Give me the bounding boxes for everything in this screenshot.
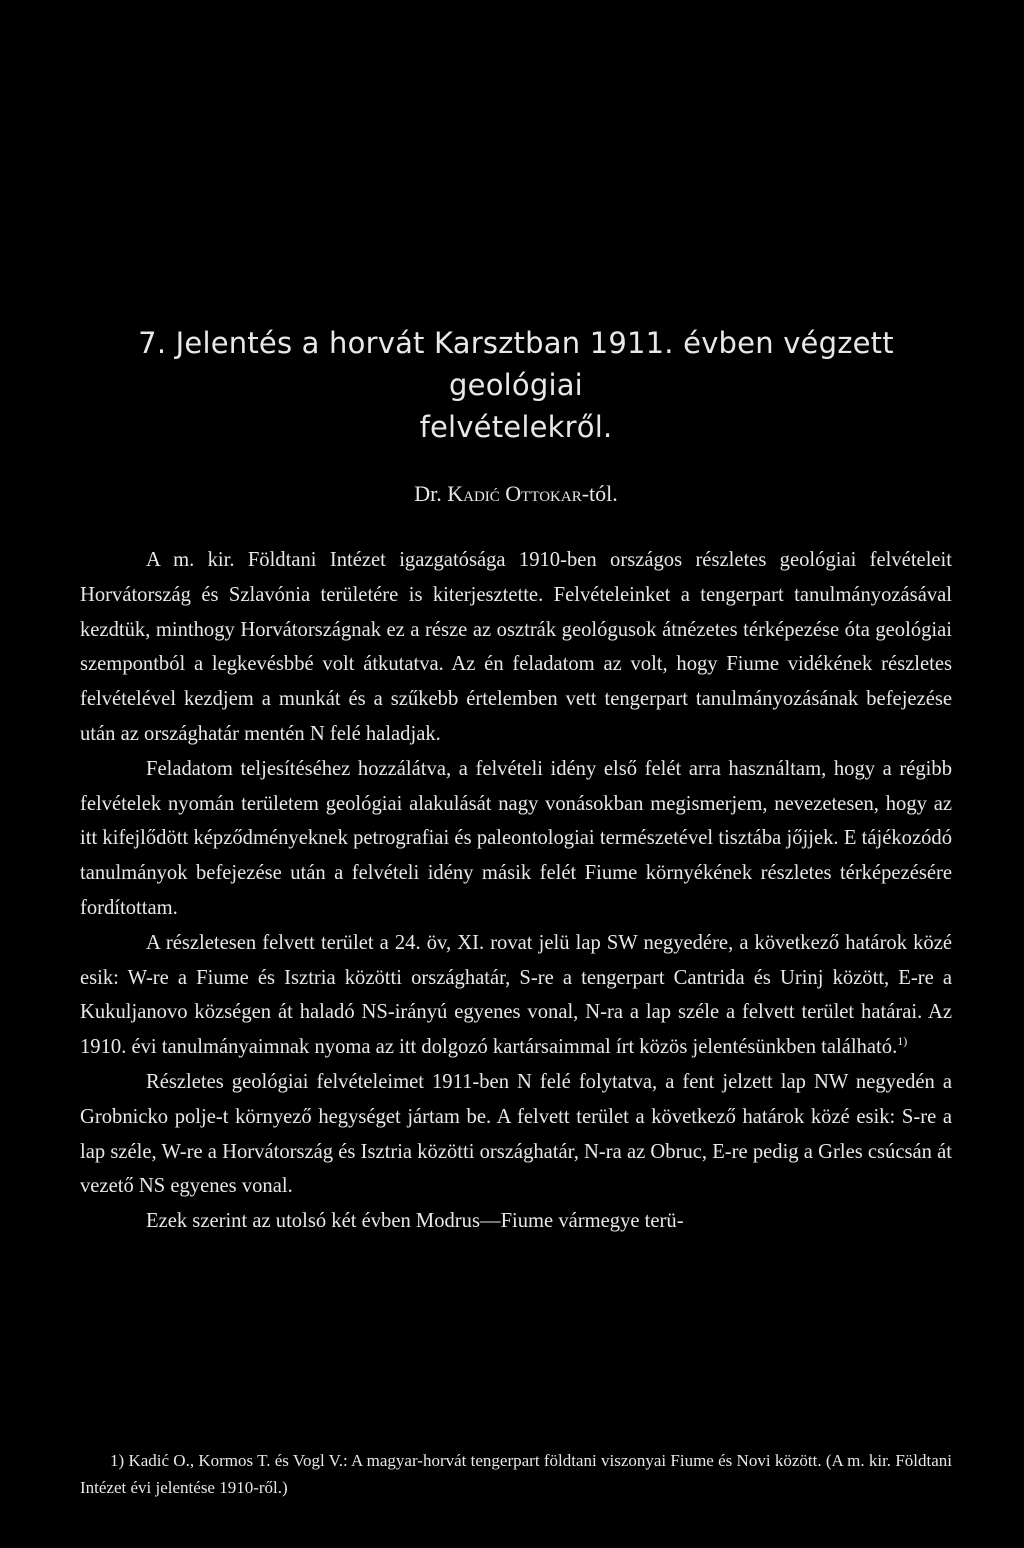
author-line <box>80 479 952 509</box>
author-prefix: Dr. <box>414 481 448 506</box>
paragraph-3-text: A részletesen felvett terület a 24. öv, XI. rovat jelü lap SW negyedére, a következő határok közé esik: W-re a Fiume és Isztria közötti országhatár, S-re a tengerpart Cantrida és Urinj között, E-re a Kukuljanovo községen át haladó NS-irányú egyenes vonal, N-ra a lap széle a felvett terület határai. Az 1910. évi tanulmányaimnak nyoma az itt dolgozó kartársaimmal írt közös jelentésünkben található. <box>80 931 952 1059</box>
document-page <box>80 322 952 1239</box>
paragraph-1: A m. kir. Földtani Intézet igazgatósága 1910-ben országos részletes geológiai felvételeit Horvátország és Szlavónia területére is kiterjesztette. Felvételeinket a tengerpart tanulmányozásával kezdtük, minthogy Horvátországnak ez a része az osztrák geológusok átnézetes térképezése óta geológiai szempontból a legkevésbbé volt átkutatva. Az én feladatom az volt, hogy Fiume vidékének részletes felvételével kezdjem a munkát és a szűkebb értelemben vett tengerpart tanulmányozásának befejezése után az országhatár mentén N felé haladjak. <box>80 549 952 745</box>
paragraph-3 <box>80 926 952 1065</box>
paragraph-2: Feladatom teljesítéséhez hozzálátva, a felvételi idény első felét arra használtam, hogy a régibb felvételek nyomán területem geológiai alakulását nagy vonásokban megismerjem, nevezetesen, hogy az itt kifejlődött képződményeknek petrografiai és paleontologiai természetével tisztába jőjjek. E tájékozódó tanulmányok befejezése után a felvételi idény másik felét Fiume környékének részletes térképezésére fordítottam. <box>80 757 952 919</box>
author-suffix: -tól. <box>581 481 618 506</box>
footnote-marker: 1) <box>110 1451 125 1470</box>
paragraph-5: Ezek szerint az utolsó két évben Modrus—Fiume vármegye terü- <box>146 1210 684 1233</box>
paragraph-4: Részletes geológiai felvételeimet 1911-ben N felé folytatva, a fent jelzett lap NW negyedén a Grobnicko polje-t környező hegységet jártam be. A felvett terület a következő határok közé esik: S-re a lap széle, W-re a Horvátország és Isztria közötti országhatár, N-ra az Obruc, E-re pedig a Grles csúcsán át vezető NS egyenes vonal. <box>80 1070 952 1198</box>
footnote-reference: 1) <box>897 1034 908 1049</box>
footnote <box>80 1447 952 1501</box>
title-line-2: felvételekről. <box>419 410 613 444</box>
page-title <box>80 322 952 448</box>
body-text <box>80 543 952 1239</box>
footnote-text: Kadić O., Kormos T. és Vogl V.: A magyar-horvát tengerpart földtani viszonyai Fiume és Novi között. (A m. kir. Földtani Intézet évi jelentése 1910-ről.) <box>80 1451 952 1497</box>
title-line-1: 7. Jelentés a horvát Karsztban 1911. évben végzett geológiai <box>138 326 894 402</box>
author-name: Kadić Ottokar <box>447 481 582 506</box>
